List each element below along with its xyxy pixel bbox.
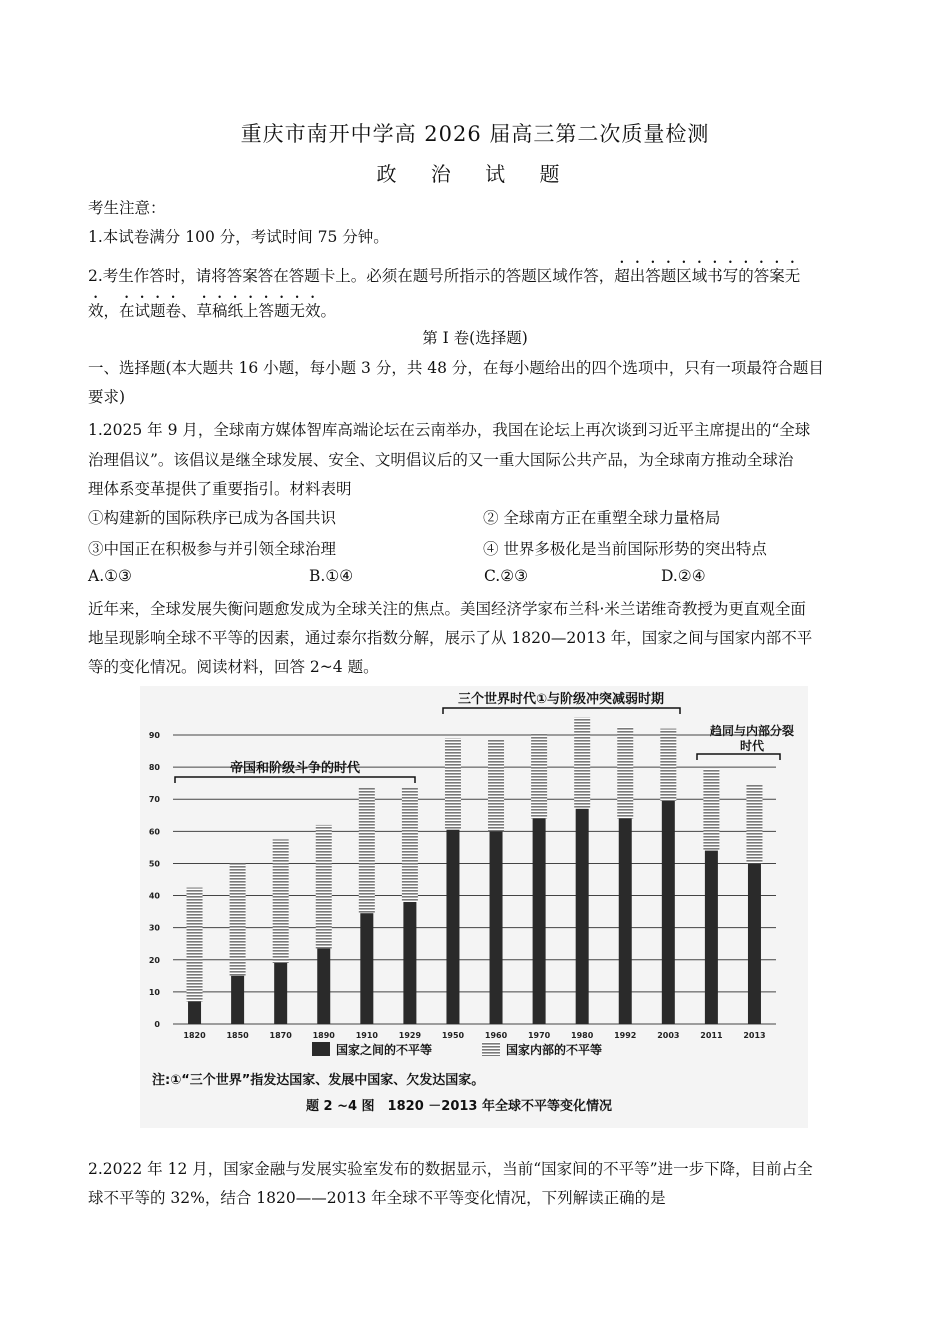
x-tick-label: 1820 (183, 1031, 206, 1040)
y-tick-label: 50 (148, 859, 160, 869)
y-tick-label: 10 (148, 987, 160, 997)
x-tick-label: 1910 (355, 1031, 378, 1040)
q1-statement-3: ③中国正在积极参与并引领全球治理 (88, 540, 337, 558)
q1-statement-4: ④ 世界多极化是当前国际形势的突出特点 (483, 540, 767, 558)
x-tick-label: 1850 (226, 1031, 249, 1040)
q2-stem-line1: 2.2022 年 12 月，国家金融与发展实验室发布的数据显示，当前“国家间的不平等”进一步下降，目前占全 (88, 1160, 813, 1178)
passage-line3: 等的变化情况。阅读材料，回答 2~4 题。 (88, 658, 379, 676)
y-tick-label: 60 (148, 827, 160, 837)
x-tick-label: 1992 (614, 1031, 637, 1040)
y-tick-label: 40 (148, 891, 160, 901)
q1-stem-line1: 1.2025 年 9 月，全球南方媒体智库高端论坛在云南举办，我国在论坛上再次谈到习近平主席提出的“全球 (88, 421, 811, 439)
bar-within-1980 (574, 717, 590, 809)
bar-within-1992 (617, 727, 633, 819)
bar-between-1960 (490, 831, 503, 1024)
exam-title: 重庆市南开中学高 2026 届高三第二次质量检测 (240, 122, 710, 146)
bar-within-1929 (402, 788, 418, 902)
legend-label-within: 国家内部的不平等 (506, 1043, 603, 1057)
x-tick-label: 1870 (269, 1031, 292, 1040)
bar-between-2011 (705, 851, 718, 1024)
q2-stem-line2: 球不平等的 32%，结合 1820——2013 年全球不平等变化情况，下列解读正确的是 (88, 1189, 666, 1207)
bar-between-1992 (619, 818, 632, 1024)
subject-title: 政 治 试 题 (376, 162, 574, 186)
bar-between-1820 (188, 1002, 201, 1024)
notice-item-2-end: 。 (320, 302, 337, 320)
bar-between-1970 (533, 818, 546, 1024)
x-tick-label: 1960 (484, 1031, 508, 1040)
section-title: 第 I 卷(选择题) (422, 329, 528, 347)
q1-stem-line2: 治理倡议”。该倡议是继全球发展、安全、文明倡议后的又一重大国际公共产品，为全球南方推动全球治 (88, 451, 794, 469)
section-instructions: 一、选择题(本大题共 16 小题，每小题 3 分，共 48 分，在每小题给出的四个选项中，只有一项最符合题目 (88, 359, 824, 377)
q1-option-a: A.①③ (88, 567, 132, 585)
y-tick-label: 70 (148, 795, 160, 805)
x-tick-label: 1980 (571, 1031, 594, 1040)
bar-between-1910 (360, 913, 373, 1024)
legend-swatch-between (312, 1042, 330, 1056)
q1-option-c: C.②③ (484, 567, 529, 585)
passage-line1: 近年来，全球发展失衡问题愈发成为全球关注的焦点。美国经济学家布兰科·米兰诺维奇教授为更直观全面 (88, 600, 806, 618)
x-tick-label: 1890 (312, 1031, 335, 1040)
era-label-empire: 帝国和阶级斗争的时代 (229, 761, 361, 776)
passage-line2: 地呈现影响全球不平等的因素，通过泰尔指数分解，展示了从 1820—2013 年，国家之间与国家内部不平 (88, 629, 813, 647)
notice-item-2 (88, 258, 800, 286)
bar-within-1820 (187, 888, 203, 1002)
q1-option-b: B.①④ (309, 567, 354, 585)
era-label-convergence-2: 时代 (739, 739, 765, 753)
x-tick-label: 2013 (743, 1031, 766, 1040)
bar-between-1850 (231, 976, 244, 1024)
bar-between-2013 (748, 863, 761, 1024)
bar-between-1929 (403, 902, 416, 1024)
q1-statement-1: ①构建新的国际秩序已成为各国共识 (88, 509, 337, 527)
bar-between-1980 (576, 809, 589, 1024)
chart-note: 注:①“三个世界”指发达国家、发展中国家、欠发达国家。 (152, 1073, 485, 1088)
bar-within-1890 (316, 825, 332, 949)
legend-swatch-within (482, 1042, 500, 1056)
bar-within-1970 (531, 733, 547, 818)
era-label-convergence: 趋同与内部分裂 (709, 724, 795, 738)
chart-caption: 题 2 ~4 图 1820 －2013 年全球不平等变化情况 (306, 1099, 612, 1114)
x-tick-label: 1950 (441, 1031, 465, 1040)
bar-within-2013 (746, 785, 762, 864)
x-tick-label: 1929 (398, 1031, 422, 1040)
notice-item-2-emphasis: 超出答题区域书写的答案无 (614, 267, 801, 285)
bar-within-1960 (488, 740, 504, 832)
y-tick-label: 0 (154, 1020, 160, 1029)
era-label-three-worlds: 三个世界时代①与阶级冲突减弱时期 (457, 692, 665, 707)
bar-within-1850 (230, 863, 246, 975)
y-tick-label: 80 (148, 763, 160, 773)
notice-item-2-text: 2.考生作答时，请将答案答在答题卡上。必须在题号所指示的答题区域作答， (88, 267, 615, 285)
q1-option-d: D.②④ (661, 567, 706, 585)
legend-label-between: 国家之间的不平等 (336, 1043, 433, 1057)
q1-statement-2: ② 全球南方正在重塑全球力量格局 (483, 509, 721, 527)
section-instructions-cont: 要求) (88, 388, 126, 406)
y-tick-label: 30 (148, 923, 160, 933)
bar-within-1910 (359, 788, 375, 913)
notice-item-2-cont (88, 293, 336, 321)
bar-between-2003 (662, 801, 675, 1024)
bar-within-1870 (273, 839, 289, 963)
y-tick-label: 90 (148, 731, 160, 740)
x-tick-label: 2003 (657, 1031, 680, 1040)
notice-heading: 考生注意： (88, 199, 166, 217)
bar-within-1950 (445, 738, 461, 830)
q1-stem-line3: 理体系变革提供了重要指引。材料表明 (88, 480, 352, 498)
x-tick-label: 2011 (700, 1031, 723, 1040)
x-tick-label: 1970 (527, 1031, 551, 1040)
bar-between-1890 (317, 949, 330, 1024)
bar-between-1950 (446, 830, 459, 1024)
notice-item-1: 1.本试卷满分 100 分，考试时间 75 分钟。 (88, 228, 389, 246)
bar-within-2003 (660, 729, 676, 801)
y-tick-label: 20 (148, 955, 160, 965)
notice-item-2-emphasis-cont: 效，在试题卷、草稿纸上答题无效 (88, 302, 321, 320)
bar-within-2011 (703, 769, 719, 851)
bar-between-1870 (274, 963, 287, 1024)
inequality-chart (140, 686, 808, 1128)
